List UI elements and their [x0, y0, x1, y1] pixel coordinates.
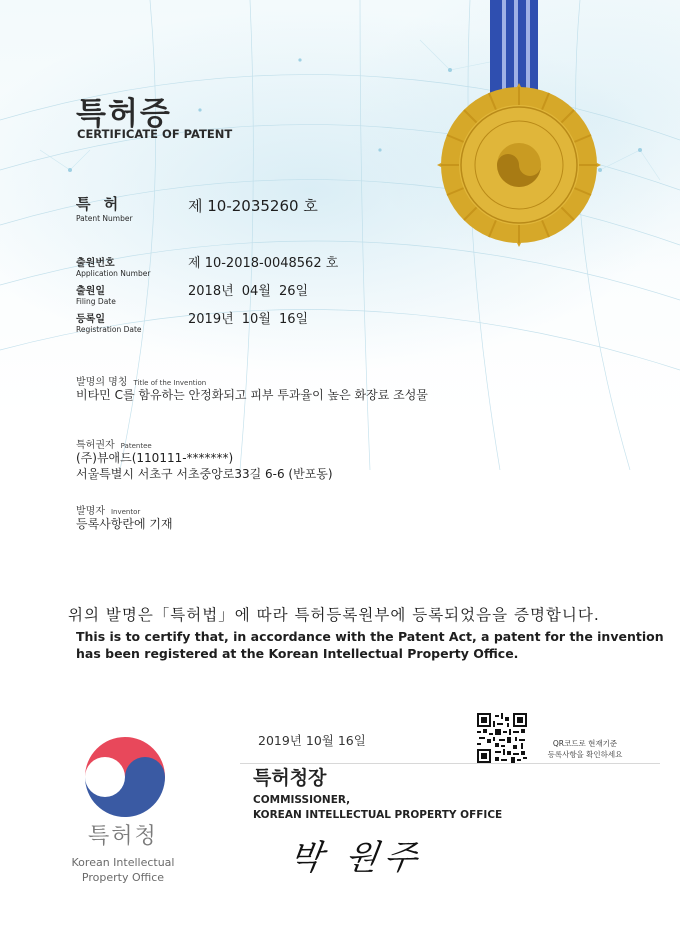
gold-seal-emblem [436, 0, 606, 255]
application-number-label-ko: 출원번호 [76, 258, 115, 269]
certificate-title: 특허증 [76, 96, 172, 132]
filing-date-label [76, 282, 116, 306]
patentee-address: 서울특별시 서초구 서초중앙로33길 6-6 (반포동) [76, 467, 333, 481]
qr-code[interactable] [477, 713, 527, 763]
commissioner-title-ko: 특허청장 [253, 767, 327, 789]
patent-number-value: 제 10-2035260 호 [188, 197, 318, 215]
registration-date-label-ko: 등록일 [76, 314, 105, 325]
qr-note-line1: QR코드로 현재기준 [552, 739, 618, 748]
kipo-logo-name-ko: 특허청 [88, 824, 158, 849]
registration-date-value: 2019년 10월 16일 [188, 312, 309, 327]
inventor-label-ko: 발명자 [76, 506, 105, 517]
certification-statement-ko: 위의 발명은「특허법」에 따라 특허등록원부에 등록되었음을 증명합니다. [68, 606, 600, 624]
application-number-value: 제 10-2018-0048562 호 [188, 256, 339, 271]
patentee-name: (주)뷰애드(110111-*******) [76, 451, 234, 465]
certificate-subtitle: CERTIFICATE OF PATENT [77, 127, 233, 141]
registration-date-label-en: Registration Date [76, 325, 142, 334]
invention-label-ko: 발명의 명칭 [76, 377, 128, 388]
certification-statement-en-line2: has been registered at the Korean Intellectual Property Office. [76, 646, 519, 661]
patent-number-label-ko: 특 허 [76, 195, 123, 213]
inventor-label-en: Inventor [110, 508, 141, 516]
commissioner-signature: 박 원주 [286, 838, 426, 878]
kipo-logo-name-en-line2: Property Office [81, 871, 165, 884]
commissioner-title-en-line2: KOREAN INTELLECTUAL PROPERTY OFFICE [253, 809, 503, 821]
patentee-label-en: Patentee [120, 442, 152, 450]
issue-date: 2019년 10월 16일 [258, 733, 366, 748]
patent-number-label-en: Patent Number [76, 214, 133, 223]
commissioner-title-en-line1: COMMISSIONER, [253, 794, 351, 806]
patent-number-label [76, 193, 133, 223]
qr-note [535, 738, 635, 760]
kipo-logo-name-en-line1: Korean Intellectual [71, 856, 175, 869]
patentee-label-ko: 특허권자 [76, 440, 115, 451]
certification-statement-en-line1: This is to certify that, in accordance with the Patent Act, a patent for the invention [76, 629, 664, 644]
filing-date-label-en: Filing Date [76, 297, 116, 306]
application-number-label-en: Application Number [76, 269, 151, 278]
invention-title-value: 비타민 C를 함유하는 안정화되고 피부 투과율이 높은 화장료 조성물 [76, 388, 428, 402]
qr-note-line2: 등록사항을 확인하세요 [547, 750, 623, 759]
application-number-label [76, 254, 150, 278]
filing-date-label-ko: 출원일 [76, 286, 105, 297]
registration-date-label [76, 310, 142, 334]
invention-label-en: Title of the Invention [133, 379, 207, 387]
inventor-value: 등록사항란에 기재 [76, 517, 173, 531]
kipo-logo-emblem [82, 734, 168, 820]
filing-date-value: 2018년 04월 26일 [188, 284, 309, 299]
